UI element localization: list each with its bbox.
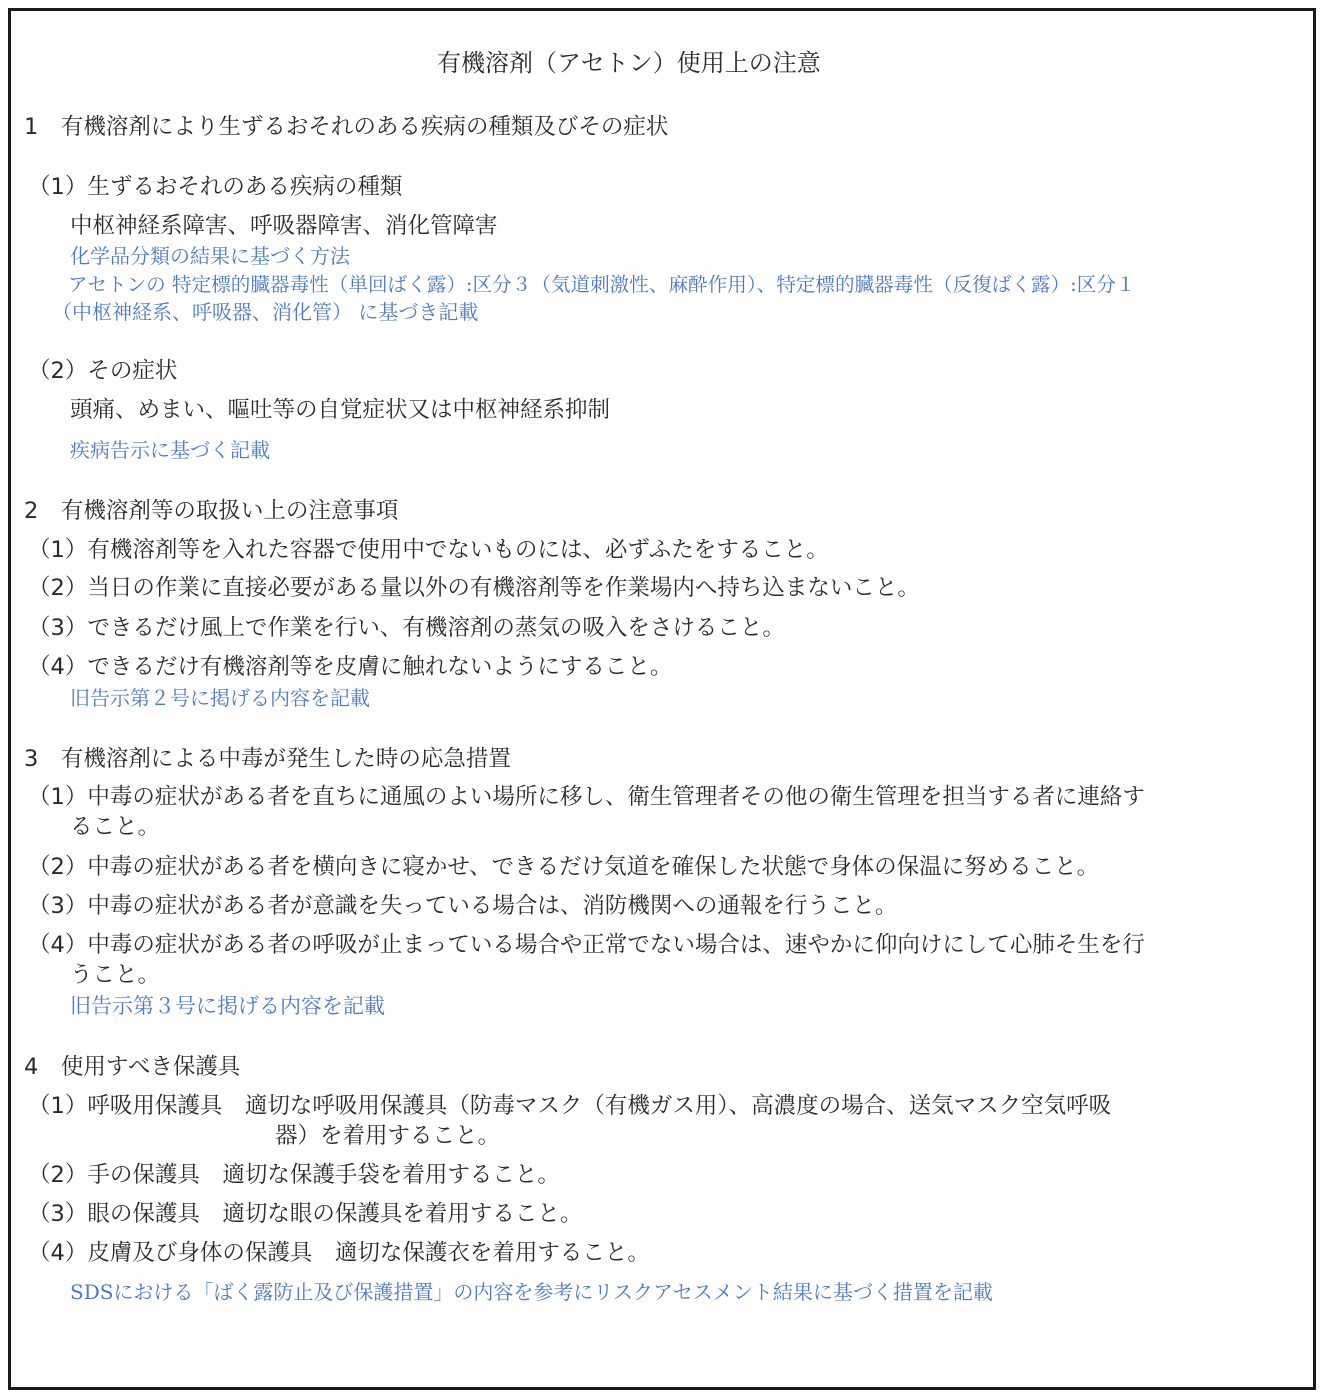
section-4-note: SDSにおける「ばく露防止及び保護措置」の内容を参考にリスクアセスメント結果に基づく措置を記載 — [70, 1280, 993, 1304]
section-3-item-1-line-2: ること。 — [70, 814, 161, 840]
section-2-item-4: （4）できるだけ有機溶剤等を皮膚に触れないようにすること。 — [28, 654, 673, 680]
section-1-1-note-3: （中枢神経系、呼吸器、消化管） に基づき記載 — [52, 300, 479, 324]
section-4-item-2: （2）手の保護具 適切な保護手袋を着用すること。 — [28, 1162, 560, 1188]
section-1-2-body: 頭痛、めまい、嘔吐等の自覚症状又は中枢神経系抑制 — [70, 397, 611, 423]
section-1-1-note-1: 化学品分類の結果に基づく方法 — [70, 244, 350, 268]
section-2-item-2: （2）当日の作業に直接必要がある量以外の有機溶剤等を作業場内へ持ち込まないこと。 — [28, 575, 920, 601]
section-1-1-note-2: アセトンの 特定標的臓器毒性（単回ばく露）:区分３（気道刺激性、麻酔作用）、特定標的臓器毒性（反復ばく露）:区分１ — [68, 273, 1136, 296]
section-3-item-2: （2）中毒の症状がある者を横向きに寝かせ、できるだけ気道を確保した状態で身体の保温に努めること。 — [28, 854, 1100, 880]
section-3-item-3: （3）中毒の症状がある者が意識を失っている場合は、消防機関への通報を行うこと。 — [28, 893, 898, 919]
section-2-note: 旧告示第２号に掲げる内容を記載 — [70, 686, 370, 710]
section-4-item-1-line-2: 器）を着用すること。 — [275, 1123, 501, 1149]
document-title: 有機溶剤（アセトン）使用上の注意 — [437, 49, 821, 77]
section-3-item-4-line-1: （4）中毒の症状がある者の呼吸が止まっている場合や正常でない場合は、速やかに仰向けにして心肺そ生を行 — [28, 932, 1145, 958]
section-3-heading: 3 有機溶剤による中毒が発生した時の応急措置 — [24, 746, 511, 772]
section-1-1-heading: （1）生ずるおそれのある疾病の種類 — [28, 174, 403, 200]
section-3-note: 旧告示第３号に掲げる内容を記載 — [70, 994, 385, 1018]
section-4-heading: 4 使用すべき保護具 — [24, 1054, 241, 1080]
section-3-item-1-line-1: （1）中毒の症状がある者を直ちに通風のよい場所に移し、衛生管理者その他の衛生管理を担当する者に連絡す — [28, 784, 1145, 810]
section-1-1-body: 中枢神経系障害、呼吸器障害、消化管障害 — [70, 213, 498, 239]
section-2-item-1: （1）有機溶剤等を入れた容器で使用中でないものには、必ずふたをすること。 — [28, 537, 829, 563]
section-2-heading: 2 有機溶剤等の取扱い上の注意事項 — [24, 498, 399, 524]
section-4-item-3: （3）眼の保護具 適切な眼の保護具を着用すること。 — [28, 1201, 583, 1227]
section-4-item-4: （4）皮膚及び身体の保護具 適切な保護衣を着用すること。 — [28, 1240, 650, 1266]
section-1-heading: 1 有機溶剤により生ずるおそれのある疾病の種類及びその症状 — [24, 114, 669, 140]
section-1-2-heading: （2）その症状 — [28, 358, 178, 384]
section-4-item-1-line-1: （1）呼吸用保護具 適切な呼吸用保護具（防毒マスク（有機ガス用）、高濃度の場合、送気マスク空気呼吸 — [28, 1093, 1112, 1119]
section-1-2-note: 疾病告示に基づく記載 — [70, 438, 270, 462]
section-3-item-4-line-2: うこと。 — [70, 962, 161, 988]
section-2-item-3: （3）できるだけ風上で作業を行い、有機溶剤の蒸気の吸入をさけること。 — [28, 615, 785, 641]
